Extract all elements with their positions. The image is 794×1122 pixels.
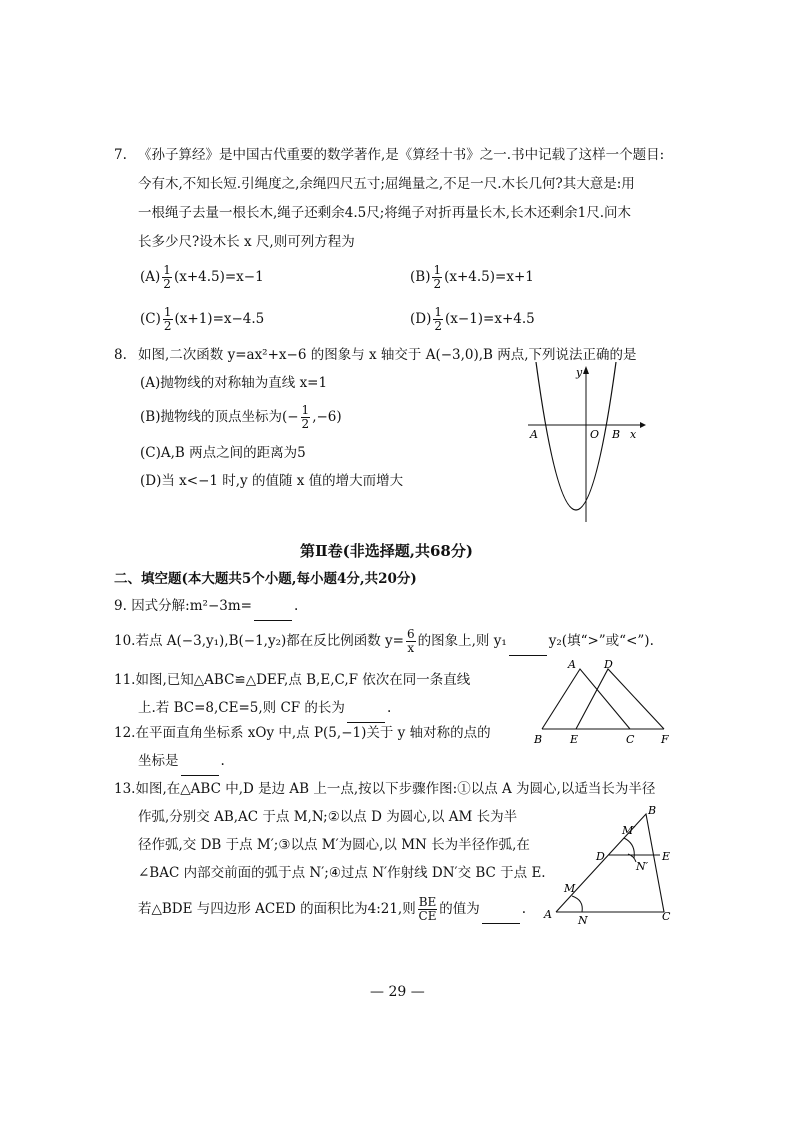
q8-stem: 如图,二次函数 y=ax²+x−6 的图象与 x 轴交于 A(−3,0),B 两点,下列说法正确的是 bbox=[138, 347, 637, 363]
answer-blank bbox=[254, 606, 292, 621]
label-o: O bbox=[590, 428, 600, 441]
q8-option-c: (C)A,B 两点之间的距离为5 bbox=[140, 445, 306, 461]
label-d: D bbox=[596, 850, 605, 863]
label-m-prime: M′ bbox=[622, 824, 636, 837]
page-number: — 29 — bbox=[370, 984, 425, 1000]
label-c: C bbox=[662, 910, 671, 923]
option-label: (A) bbox=[140, 269, 161, 285]
answer-blank bbox=[482, 909, 520, 924]
label-f: F bbox=[661, 733, 669, 745]
label-a: A bbox=[530, 428, 538, 441]
label-x: x bbox=[630, 428, 637, 441]
q13-line-4: ∠BAC 内部交前面的弧于点 N′;④过点 N′作射线 DN′交 BC 于点 E. bbox=[138, 865, 546, 881]
label-n: N bbox=[578, 914, 588, 927]
q13-line-3: 径作弧,交 DB 于点 M′;③以点 M′为圆心,以 MN 长为半径作弧,在 bbox=[138, 837, 530, 853]
label-a: A bbox=[544, 908, 552, 921]
q7-line-2: 今有木,不知长短.引绳度之,余绳四尺五寸;屈绳量之,不足一尺.木长几何?其大意是:用 bbox=[138, 176, 635, 192]
q8-option-a: (A)抛物线的对称轴为直线 x=1 bbox=[140, 375, 328, 391]
q7-line-4: 长多少尺?设木长 x 尺,则可列方程为 bbox=[138, 234, 355, 250]
option-expr: (x−1)=x+4.5 bbox=[445, 311, 535, 327]
triangle-def bbox=[576, 669, 664, 729]
label-b: B bbox=[534, 733, 543, 745]
q8-parabola-figure bbox=[520, 362, 650, 527]
q13-line-1: 13.如图,在△ABC 中,D 是边 AB 上一点,按以下步骤作图:①以点 A 为圆心,以适当长为半径 bbox=[114, 781, 656, 797]
y-axis-arrow bbox=[583, 366, 589, 374]
q13-line-5: 若△BDE 与四边形 ACED 的面积比为4:21,则 $\frac{BE}{CE}$ 的值为 . bbox=[138, 895, 527, 923]
label-b: B bbox=[612, 428, 621, 441]
x-axis-arrow bbox=[640, 422, 646, 428]
option-expr: (x+1)=x−4.5 bbox=[174, 311, 265, 327]
label-c: C bbox=[626, 733, 635, 745]
label-e: E bbox=[662, 850, 671, 863]
q7-number: 7. bbox=[114, 147, 127, 163]
label-b: B bbox=[648, 804, 657, 817]
label-d: D bbox=[604, 658, 613, 671]
label-y: y bbox=[576, 366, 583, 379]
option-label: (B) bbox=[410, 269, 431, 285]
q7-line-3: 一根绳子去量一根长木,绳子还剩余4.5尺;将绳子对折再量长木,长木还剩余1尺.问木 bbox=[138, 205, 631, 221]
q12-line-1: 12.在平面直角坐标系 xOy 中,点 P(5,−1)关于 y 轴对称的点的 bbox=[114, 725, 491, 741]
q7-line-1: 《孙子算经》是中国古代重要的数学著作,是《算经十书》之一.书中记载了这样一个题目: bbox=[138, 147, 665, 163]
q11-line-2: 上.若 BC=8,CE=5,则 CF 的长为 . bbox=[138, 693, 391, 723]
q7-option-a: (A) $\frac{1}{2}$ (x+4.5)=x−1 bbox=[140, 263, 264, 291]
q7-option-b: (B) $\frac{1}{2}$ (x+4.5)=x+1 bbox=[410, 263, 534, 291]
q13-line-2: 作弧,分别交 AB,AC 于点 M,N;②以点 D 为圆心,以 AM 长为半 bbox=[138, 809, 518, 825]
q8-option-d: (D)当 x<−1 时,y 的值随 x 值的增大而增大 bbox=[140, 473, 404, 489]
q9: 9. 因式分解:m²−3m= . bbox=[114, 591, 298, 621]
q11-line-1: 11.如图,已知△ABC≌△DEF,点 B,E,C,F 依次在同一条直线 bbox=[114, 672, 471, 688]
q8-number: 8. bbox=[114, 347, 127, 363]
label-a: A bbox=[568, 658, 576, 671]
option-expr: (x+4.5)=x−1 bbox=[173, 269, 264, 285]
answer-blank bbox=[509, 641, 547, 656]
q8-option-b: (B)抛物线的顶点坐标为(− $\frac{1}{2}$ ,−6) bbox=[140, 403, 342, 431]
q10: 10.若点 A(−3,y₁),B(−1,y₂)都在反比例函数 y= $\frac{6}{x}$ 的图象上,则 y₁ y₂(填“>”或“<”). bbox=[114, 627, 654, 655]
q13-triangle-figure bbox=[536, 800, 686, 930]
label-m: M bbox=[564, 882, 576, 895]
arc-mn bbox=[572, 896, 582, 912]
q11-triangles-figure bbox=[528, 655, 678, 745]
parabola-curve bbox=[536, 362, 616, 510]
label-e: E bbox=[570, 733, 579, 745]
label-n-prime: N′ bbox=[636, 860, 649, 873]
option-label: (C) bbox=[140, 311, 161, 327]
section-title: 第Ⅱ卷(非选择题,共68分) bbox=[300, 542, 473, 560]
q7-option-d: (D) $\frac{1}{2}$ (x−1)=x+4.5 bbox=[410, 305, 535, 333]
q12-line-2: 坐标是 . bbox=[138, 746, 225, 776]
fill-header: 二、填空题(本大题共5个小题,每小题4分,共20分) bbox=[114, 571, 417, 587]
option-label: (D) bbox=[410, 311, 432, 327]
q7-option-c: (C) $\frac{1}{2}$ (x+1)=x−4.5 bbox=[140, 305, 265, 333]
option-expr: (x+4.5)=x+1 bbox=[444, 269, 534, 285]
